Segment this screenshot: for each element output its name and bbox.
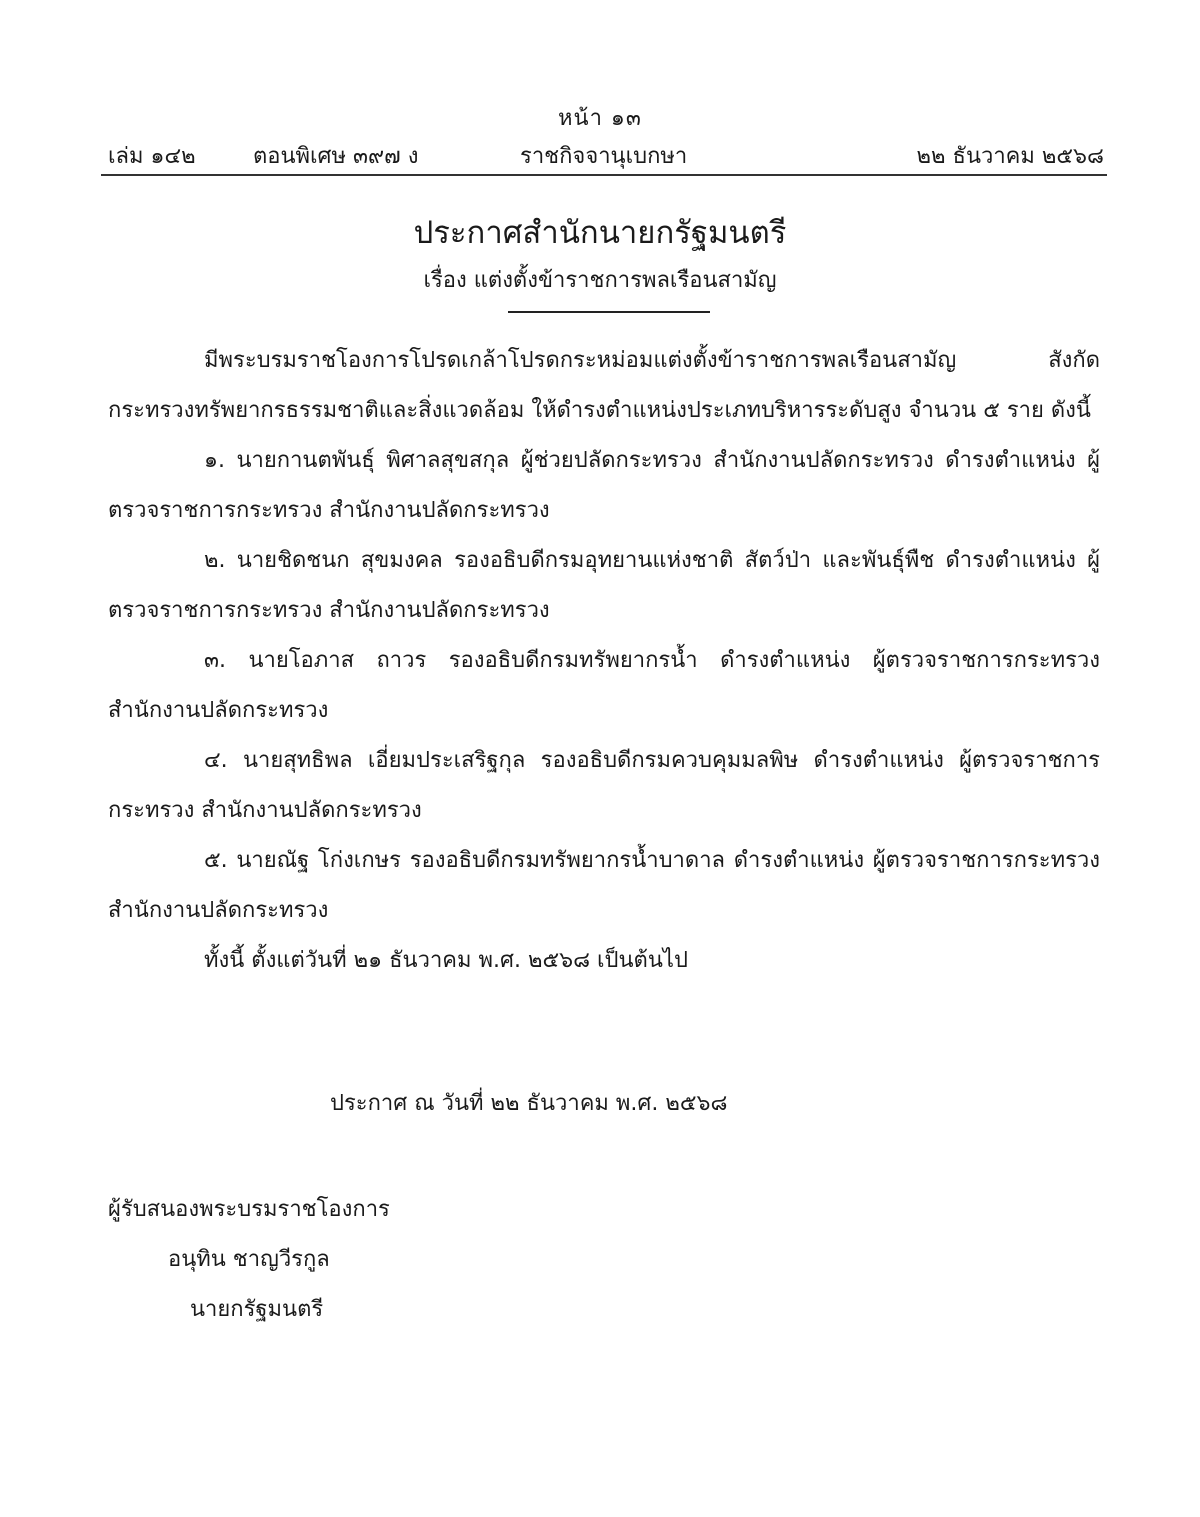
title-divider — [508, 311, 710, 313]
signatory-name: อนุทิน ชาญวีรกูล — [168, 1247, 330, 1272]
announcement-body — [108, 336, 1100, 986]
appointee-item-4: ๔. นายสุทธิพล เอี่ยมประเสริฐกุล รองอธิบดีกรมควบคุมมลพิษ ดำรงตำแหน่ง ผู้ตรวจราชการกระทรวง สำนักงานปลัดกระทรวง — [108, 748, 1100, 823]
intro-paragraph: มีพระบรมราชโองการโปรดเกล้าโปรดกระหม่อมแต่งตั้งข้าราชการพลเรือนสามัญ สังกัดกระทรวงทรัพยากรธรรมชาติและสิ่งแวดล้อม ให้ดำรงตำแหน่งประเภทบริหารระดับสูง จำนวน ๕ ราย ดังนี้ — [108, 348, 1100, 423]
appointee-item-1: ๑. นายกานตพันธุ์ พิศาลสุขสกุล ผู้ช่วยปลัดกระทรวง สำนักงานปลัดกระทรวง ดำรงตำแหน่ง ผู้ตรวจราชการกระทรวง สำนักงานปลัดกระทรวง — [108, 448, 1100, 523]
appointee-item-5: ๕. นายณัฐ โก่งเกษร รองอธิบดีกรมทรัพยากรน้ำบาดาล ดำรงตำแหน่ง ผู้ตรวจราชการกระทรวง สำนักงานปลัดกระทรวง — [108, 848, 1100, 923]
header-divider — [101, 174, 1107, 176]
announcement-subject: เรื่อง แต่งตั้งข้าราชการพลเรือนสามัญ — [423, 268, 777, 293]
page-number: หน้า ๑๓ — [558, 106, 642, 131]
signature-block — [108, 1185, 390, 1335]
publication-date: ๒๒ ธันวาคม ๒๕๖๘ — [916, 144, 1104, 169]
gazette-name: ราชกิจจานุเบกษา — [520, 144, 688, 169]
volume-number: เล่ม ๑๔๒ — [108, 144, 196, 169]
announcement-title: ประกาศสำนักนายกรัฐมนตรี — [413, 215, 787, 251]
appointee-item-2: ๒. นายชิดชนก สุขมงคล รองอธิบดีกรมอุทยานแห่งชาติ สัตว์ป่า และพันธุ์พืช ดำรงตำแหน่ง ผู้ตรวจราชการกระทรวง สำนักงานปลัดกระทรวง — [108, 548, 1100, 623]
signatory-position: นายกรัฐมนตรี — [190, 1297, 324, 1322]
issue-number: ตอนพิเศษ ๓๙๗ ง — [253, 144, 419, 169]
countersign-label: ผู้รับสนองพระบรมราชโองการ — [108, 1197, 390, 1222]
announcement-date: ประกาศ ณ วันที่ ๒๒ ธันวาคม พ.ศ. ๒๕๖๘ — [330, 1091, 728, 1116]
gazette-header — [108, 138, 1104, 172]
effective-date: ทั้งนี้ ตั้งแต่วันที่ ๒๑ ธันวาคม พ.ศ. ๒๕๖๘ เป็นต้นไป — [204, 948, 688, 973]
appointee-item-3: ๓. นายโอภาส ถาวร รองอธิบดีกรมทรัพยากรน้ำ ดำรงตำแหน่ง ผู้ตรวจราชการกระทรวง สำนักงานปลัดกระทรวง — [108, 648, 1100, 723]
